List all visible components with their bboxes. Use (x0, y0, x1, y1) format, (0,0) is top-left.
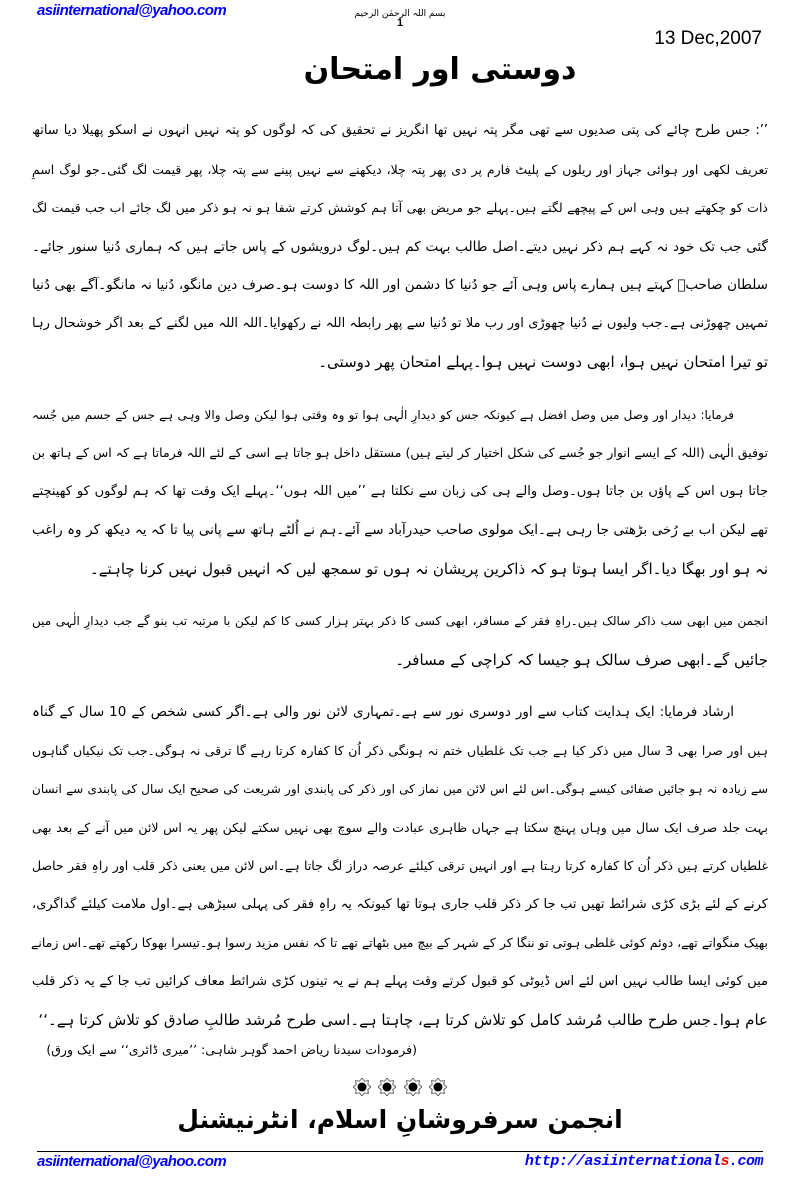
citation: (فرمودات سیدنا ریاض احمد گوہر شاہی: ’’میری ڈائری‘‘ سے ایک ورق) (46, 1042, 417, 1057)
text-line: تعریف لکھی اور ہوائی جہاز اور ریلوں کے پلیٹ فارم پر دی پھر پتہ چلا، دیکھنے سے نہیں پینے سے پتہ چلا، پھر قیمت لگ گئی۔جو لوگ اسمِ (32, 161, 768, 177)
organization-name: انجمن سرفروشانِ اسلام، انٹرنیشنل (177, 1105, 623, 1134)
text-line: انجمن میں ابھی سب ذاکر سالک ہیں۔راہِ فقر کے مسافر، ابھی کسی کا ذکر بہتر ہزار کسی کا کم لیکن با مرتبہ تب بنو گے جب دیدارِ الٰہی میں (32, 614, 768, 628)
text-line: سے زیادہ نہ ہو جائیں صفائی کیسے ہوگی۔اس لئے اس لائن میں نماز کی اور ذکر کی پابندی اور شریعت کی صحیح ایک سال کی پابندی سے انسان (32, 782, 768, 796)
header-email-link[interactable]: asiinternational@yahoo.com (37, 2, 227, 19)
text-line: کرنے کے لئے بڑی کڑی شرائط تھیں تب جا کر ذکر قلب جاری ہوتا تھا کیونکہ یہ راہِ فقر کی پہلی سیڑھی ہے۔اول ملامت کیلئے گداگری، (32, 896, 768, 912)
text-line: گئی جب تک خود نہ کہے ہم ذکر نہیں دیتے۔اصل طالب بہت کم ہیں۔لوگ درویشوں کے پاس جاتے ہیں کہ ہماری دُنیا سنور جائے۔ (32, 238, 768, 255)
paragraph (32, 112, 768, 382)
text-line: نہ ہو اور بھگا دیا۔اگر ایسا ہوتا ہو کہ ذاکرین پریشان نہ ہوں تو سمجھ لیں کہ انہیں قبول نہیں کرنا چاہتے۔ (89, 559, 768, 578)
paragraph (32, 693, 768, 1040)
url-tail: .com (728, 1153, 763, 1170)
url-accent: s (720, 1153, 729, 1170)
star-ornament-icon (378, 1078, 396, 1096)
date: 13 Dec,2007 (654, 28, 762, 49)
text-line: تھے لیکن اب بے رُخی بڑھتی جا رہی ہے۔ایک مولوی صاحب حیدرآباد سے آئے۔ہم نے اُلٹے ہاتھ سے پانی پیا تا کہ یہ دیکھ کر وہ راغب (32, 522, 768, 538)
text-line: عام ہوا۔جس طرح طالب مُرشد کامل کو تلاش کرتا ہے، چاہتا ہے۔اسی طرح مُرشد طالبِ صادق کو تلاش کرتا ہے۔‘‘ (38, 1011, 768, 1029)
article-body (32, 112, 768, 1040)
text-line: غلطیاں کرتے ہیں ذکر اُن کا کفارہ کرتا رہتا ہے اور انہیں ترقی کیلئے عرصہ دراز لگ جاتا ہے۔اس لائن میں یعنی ذکر قلب اور راہِ فقر حاصل (32, 858, 768, 873)
text-line: بہت جلد صرف ایک سال میں وہاں پہنچ سکتا ہے جہاں ظاہری عبادت والے سوچ بھی نہیں سکتے لیکن پھر یہ اس لائن میں آنے کے بعد بھی (32, 819, 768, 835)
text-line: جاتا ہوں اس کے پاؤں بن جاتا ہوں۔وصل والے ہی کی زبان سے نکلتا ہے ’’میں اللہ ہوں‘‘۔پہلے ایک وقت تھا کہ ہم لوگوں کو کھینچتے (32, 483, 768, 499)
text-line: تمہیں چھوڑنی ہے۔جب ولیوں نے دُنیا چھوڑی اور رب ملا تو دُنیا سے پھر رابطہ اللہ نے رکھوایا۔اللہ اللہ میں لگنے کے بعد اگر خوشحال رہا (32, 315, 768, 331)
text-line: تو تیرا امتحان نہیں ہوا، ابھی دوست نہیں ہوا۔پہلے امتحان پھر دوستی۔ (318, 353, 768, 371)
footer-divider (37, 1151, 763, 1152)
url-main: http://asiinternational (524, 1153, 721, 1170)
footer-email-link[interactable]: asiinternational@yahoo.com (37, 1153, 227, 1170)
text-line: توفیق الٰہی (اللہ کے ایسے انوار جو جُسے کی شکل اختیار کر لیتے ہیں) مستقل داخل ہو جاتا ہے اسی کے لئے اللہ فرماتا ہے کہ اس کے ہاتھ بن (32, 445, 768, 460)
page-number: 1 (396, 17, 404, 29)
text-line: ارشاد فرمایا: ایک ہدایت کتاب سے اور دوسری نور سے ہے۔تمہاری لائن نور والی ہے۔اگر کسی شخص کے 10 سال کے گناہ (32, 704, 734, 720)
text-line: ہیں اور صرا بھی 3 سال میں ذکر کیا ہے جب تک غلطیاں ختم نہ ہونگی ذکر اُن کا کفارہ کرتا رہے گا ترقی نہ ہوگی۔جب تک نیکیاں گناہوں (32, 742, 768, 758)
paragraph (32, 602, 768, 679)
website-link[interactable] (525, 1153, 763, 1170)
text-line: بھیک منگواتے تھے، دوئم کوئی غلطی ہوتی تو ننگا کر کے شہر کے بیچ میں بٹھاتے تھے تا کہ نفس مزید رسوا ہو۔تیسرا بھوکا رکھتے تھے۔اس زمانے (31, 935, 768, 950)
paragraph (32, 396, 768, 589)
text-line: ’’: جس طرح چائے کی پتی صدیوں سے تھی مگر پتہ نہیں تھا انگریز نے تحقیق کی کہ لوگوں کو پتہ نہیں انہوں نے اسکو پھیلا دیا ساتھ (32, 123, 768, 138)
star-ornament-icon (353, 1078, 371, 1096)
star-ornament-icon (404, 1078, 422, 1096)
text-line: میں کوئی ایسا طالب نہیں اس لئے اس ڈیوٹی کو قبول کرتے وقت پہلے ہم نے یہ تینوں کڑی شرائط معاف کرائیں تب جا کے یہ ذکر قلب (32, 973, 768, 989)
bismillah: بسم اللہ الرحمٰن الرحیم (354, 9, 446, 19)
text-line: جائیں گے۔ابھی صرف سالک ہو جیسا کہ کراچی کے مسافر۔ (395, 650, 768, 669)
text-line: سلطان صاحبؒ کہتے ہیں ہمارے پاس وہی آئے جو دُنیا کا دشمن اور اللہ کا دوست ہو۔صرف دین مانگو، دُنیا نہ مانگو۔آگے بھی دُنیا (32, 277, 768, 293)
text-line: ذات کو چکھتے ہیں وہی اس کے پیچھے لگتے ہیں۔پہلے جو مریض بھی آتا ہم کوشش کرتے شفا ہو نہ ہو ذکر میں لگ جائے اب جب قیمت لگ (32, 200, 768, 215)
page-title: دوستی اور امتحان (303, 52, 577, 87)
text-line: فرمایا: دیدار اور وصل میں وصل افضل ہے کیونکہ جس کو دیدارِ الٰہی ہوا تو وہ وقتی ہوا لیکن وصل والا وہی ہے جس کے جسم میں جُسہ (32, 407, 734, 422)
star-ornament-icon (429, 1078, 447, 1096)
ornament-divider (0, 1078, 800, 1100)
